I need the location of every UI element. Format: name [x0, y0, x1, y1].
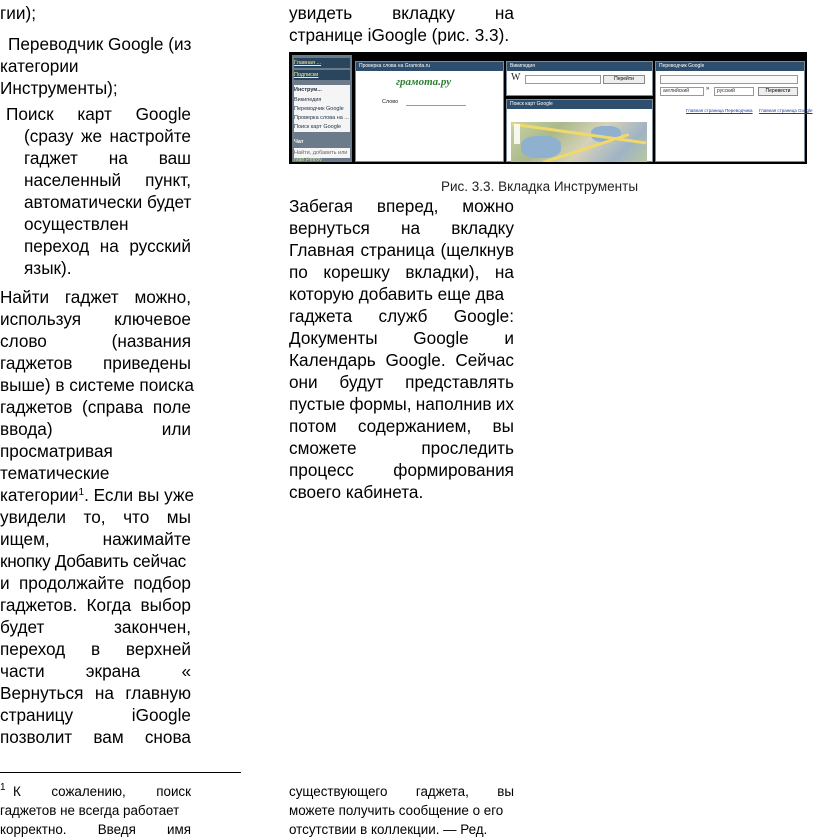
text-line: страницу iGoogle	[0, 705, 191, 725]
field-label: Слово	[382, 99, 399, 105]
text-line: используя ключевое	[0, 309, 191, 329]
sidebar-item-chat[interactable]: Чат	[294, 139, 304, 145]
text-line: Документы Google и	[289, 328, 514, 348]
google-maps-gadget	[506, 99, 653, 162]
footnote-line: корректно. Введя имя	[0, 822, 191, 837]
text-line: Главная страница (щелкнув	[289, 240, 514, 260]
sidebar-subitem[interactable]: Переводчик Google	[294, 104, 350, 114]
text-line: язык).	[24, 258, 72, 278]
text-line: странице iGoogle (рис. 3.3).	[289, 25, 510, 45]
text-line: по корешку вкладки), на	[289, 262, 514, 282]
text-line: категории$^1$. Если вы уже	[0, 485, 195, 505]
text-line: выше) в системе поиска	[0, 375, 194, 395]
sidebar-subitem[interactable]: Поиск карт Google	[294, 122, 350, 132]
sidebar-subitem[interactable]: Проверка слова на ...	[294, 115, 349, 121]
text-line: увидеть вкладку на	[289, 3, 514, 23]
footnote-line: существующего гаджета, вы	[289, 784, 514, 799]
text-line: ввода) или	[0, 419, 191, 439]
swap-arrow-icon: »	[706, 86, 710, 92]
sidebar-item-tools[interactable]: Инструм...	[294, 85, 350, 95]
figure-caption: Рис. 3.3. Вкладка Инструменты	[441, 179, 639, 194]
text-line: гии);	[0, 3, 36, 23]
text-line: гаджетов приведены	[0, 353, 191, 373]
text-line: Найти гаджет можно,	[0, 287, 191, 307]
text-line: переход в верхней	[0, 639, 191, 659]
text-line: Забегая вперед, можно	[289, 196, 514, 216]
footnote-ref[interactable]: 1	[78, 487, 85, 498]
target-language-select[interactable]: русский	[714, 87, 754, 96]
text-line: части экрана «	[0, 661, 191, 681]
gadget-title: Википедия	[507, 62, 652, 71]
igoogle-sidebar	[292, 55, 352, 162]
text-line: пустые формы, наполнив их	[289, 394, 514, 414]
text-line: кнопку Добавить сейчас	[0, 551, 186, 571]
text-line: они будут представлять	[289, 372, 514, 392]
map-water	[521, 136, 561, 158]
text-line: тематические	[0, 463, 110, 483]
text-line: Поиск карт Google	[6, 104, 191, 124]
text-line: потом содержанием, вы	[289, 416, 514, 436]
google-translate-gadget	[655, 61, 813, 162]
text-line: вернуться на вкладку	[289, 218, 514, 238]
footnote-line: можете получить сообщение о его	[289, 803, 504, 818]
google-home-link[interactable]: Главная страница Google	[759, 108, 813, 113]
text-line: просматривая	[0, 441, 113, 461]
chat-contact[interactable]: Ivan Petrov	[294, 157, 322, 163]
gadget-title: Поиск карт Google	[507, 100, 652, 109]
igoogle-screenshot-figure	[289, 52, 813, 164]
text-line: будет закончен,	[0, 617, 191, 637]
footnote-line: отсутствии в коллекции. — Ред.	[289, 822, 488, 837]
text-line: переход на русский	[24, 236, 191, 256]
text-line: гаджетов. Когда выбор	[0, 595, 191, 615]
text-line: гаджета служб Google:	[289, 306, 514, 326]
chat-search-field[interactable]: Найти, добавить или	[294, 148, 350, 158]
text-line: осуществлен	[24, 214, 129, 234]
text-line: слово (названия	[0, 331, 191, 351]
text-line: своего кабинета.	[289, 482, 424, 502]
text-line: и продолжайте подбор	[0, 573, 191, 593]
footnote-line: $^1$ К сожалению, поиск	[0, 782, 191, 799]
translate-text-input[interactable]	[660, 75, 798, 84]
text-line: процесс формирования	[289, 460, 514, 480]
gramota-gadget	[355, 61, 504, 162]
wikipedia-gadget	[506, 61, 653, 96]
sidebar-subitem[interactable]: Википедия	[294, 95, 350, 105]
map-zoom-control[interactable]	[514, 124, 520, 144]
text-line: сможете проследить	[289, 438, 514, 458]
text-line: Инструменты);	[0, 78, 118, 98]
wikipedia-go-button[interactable]: Перейти	[603, 75, 645, 84]
text-line: гаджет на ваш	[24, 148, 191, 168]
gadget-title: Переводчик Google	[656, 62, 804, 71]
wikipedia-search-input[interactable]	[525, 75, 601, 84]
footnote-rule	[0, 772, 241, 773]
map-view[interactable]	[511, 122, 647, 162]
word-input[interactable]	[406, 105, 466, 106]
translate-button[interactable]: Перевести	[758, 87, 798, 96]
text-line: Вернуться на главную	[0, 683, 191, 703]
text-line: Календарь Google. Сейчас	[289, 350, 514, 370]
sidebar-item-home[interactable]: Главная ...	[294, 58, 350, 68]
translator-home-link[interactable]: Главная страница Переводчика	[686, 108, 753, 113]
text-line: (сразу же настройте	[24, 126, 191, 146]
text-line: гаджетов (справа поле	[0, 397, 191, 417]
gramota-logo: грамота.ру	[396, 76, 452, 88]
text-line: населенный пункт,	[24, 170, 191, 190]
text-line: которую добавить еще два	[289, 284, 505, 304]
text-line: ищем, нажимайте	[0, 529, 191, 549]
source-language-select[interactable]: английский	[660, 87, 704, 96]
text-line: Переводчик Google (из	[8, 34, 192, 54]
wikipedia-logo: W	[511, 72, 521, 83]
footnote-line: гаджетов не всегда работает	[0, 803, 180, 818]
text-line: увидели то, что мы	[0, 507, 191, 527]
sidebar-item-subscriptions[interactable]: Подписки	[294, 70, 350, 80]
text-line: автоматически будет	[24, 192, 192, 212]
gadget-title: Проверка слова на Gramota.ru	[356, 62, 503, 71]
text-line: категории	[0, 56, 79, 76]
text-line: позволит вам снова	[0, 727, 191, 747]
